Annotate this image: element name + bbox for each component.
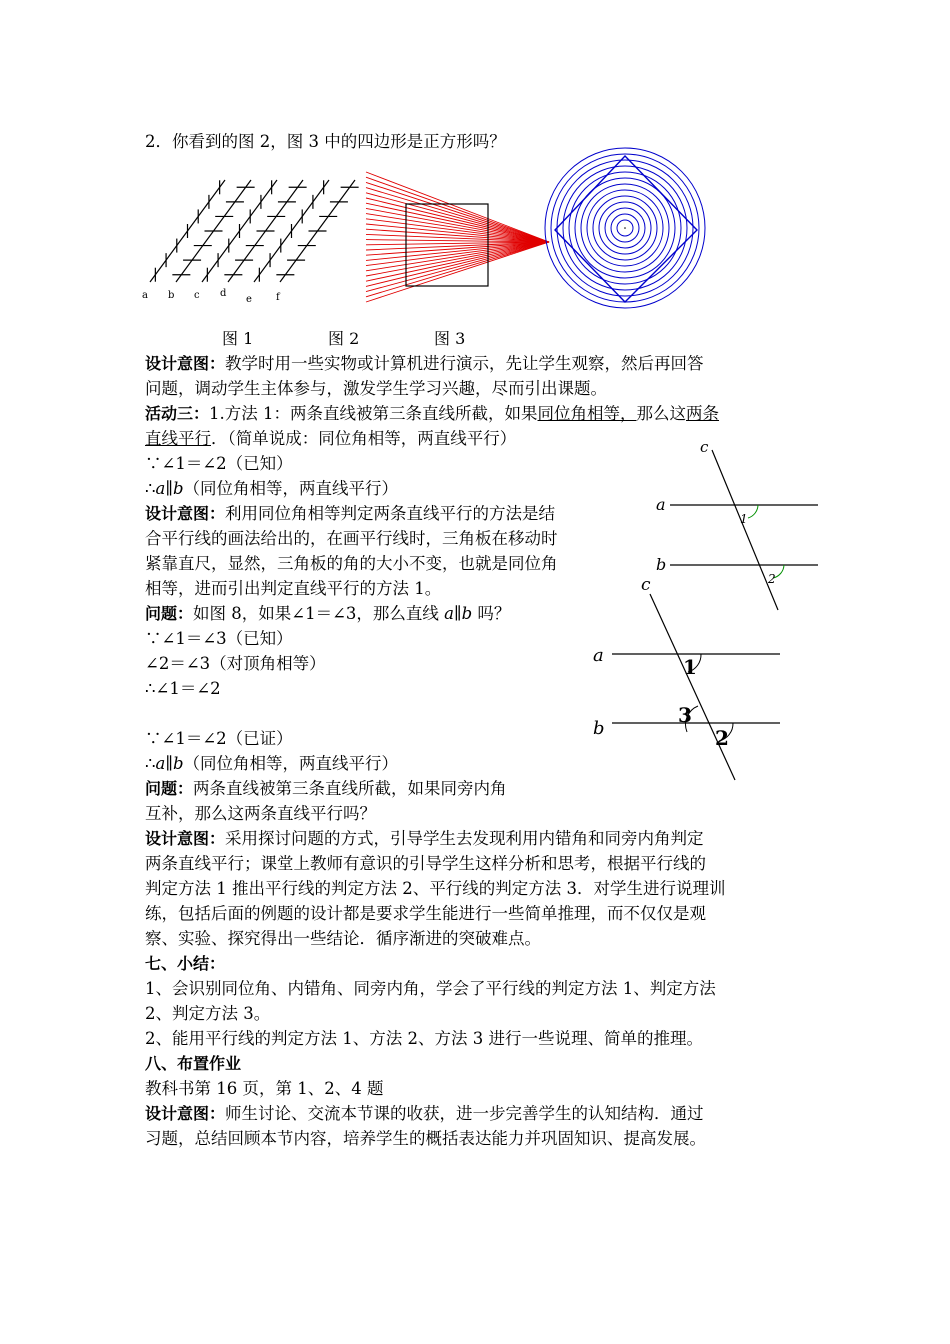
fig2-ray [366, 177, 549, 242]
summary-line2: 2、判定方法 3。 [145, 1004, 271, 1023]
question-label: 问题： [145, 604, 194, 623]
design-intent-3-line2: 两条直线平行；课堂上教师有意识的引导学生这样分析和思考，根据平行线的 [145, 854, 706, 873]
large-label-a: a [593, 645, 604, 666]
design-text: 教学时用一些实物或计算机进行演示，先让学生观察，然后再回答 [225, 354, 704, 373]
fig1-letter-b: b [168, 290, 175, 301]
activity3-underline-1: 同位角相等， [537, 404, 637, 423]
small-label-2: 2 [768, 572, 776, 586]
activity3-text-2: 那么这 [636, 404, 687, 423]
small-label-1: 1 [740, 512, 748, 526]
caption-fig1: 图 1 [222, 329, 254, 348]
design-intent-1-line2: 问题，调动学生主体参与，激发学生学习兴趣，尽而引出课题。 [145, 379, 607, 398]
figure-2-square-rays [366, 170, 551, 305]
fig1-letter-d: d [220, 288, 227, 299]
fig1-letter-f: f [276, 292, 280, 303]
fig1-line-group [150, 180, 359, 282]
proof2-therefore: ∴a∥b（同位角相等，两直线平行） [145, 754, 399, 773]
proof2-line1: ∵∠1＝∠3（已知） [145, 629, 293, 648]
activity3-text: 1.方法 1：两条直线被第三条直线所截，如果 [209, 404, 538, 423]
large-label-1: 1 [683, 655, 697, 679]
proof1-therefore: ∴a∥b（同位角相等，两直线平行） [145, 479, 399, 498]
design-intent-4-line2: 习题，总结回顾本节内容，培养学生的概括表达能力并巩固知识、提高发展。 [145, 1129, 706, 1148]
caption-fig3: 图 3 [434, 329, 466, 348]
activity3-underline-2: 两条 [686, 404, 720, 423]
fig2-ray-group [366, 172, 549, 302]
design-intent-3-line1: 设计意图：采用探讨问题的方式，引导学生去发现利用内错角和同旁内角判定 [145, 829, 704, 848]
activity3-underline-3: 直线平行 [145, 429, 211, 448]
large-label-3: 3 [678, 703, 692, 727]
large-label-c: c [641, 575, 651, 595]
question1: 问题：如图 8，如果∠1＝∠3，那么直线 a∥b 吗？ [145, 604, 511, 623]
proof1-because: ∵∠1＝∠2（已知） [145, 454, 293, 473]
proof2-line3: ∴∠1＝∠2 [145, 679, 221, 698]
proof2-line2: ∠2＝∠3（对顶角相等） [145, 654, 326, 673]
activity3-text-3: ．（简单说成：同位角相等，两直线平行） [211, 429, 517, 448]
small-label-a: a [656, 495, 666, 514]
question2-line2: 互补，那么这两条直线平行吗？ [145, 804, 376, 823]
fig1-letter-e: e [246, 294, 252, 305]
fig2-ray [366, 242, 549, 276]
fig3-center-dot [624, 227, 626, 229]
homework-text: 教科书第 16 页，第 1、2、4 题 [145, 1079, 384, 1098]
summary-line1: 1、会识别同位角、内错角、同旁内角，学会了平行线的判定方法 1、判定方法 [145, 979, 716, 998]
fig2-ray [366, 193, 549, 242]
design-intent-4-line1: 设计意图：师生讨论、交流本节课的收获，进一步完善学生的认知结构．通过 [145, 1104, 704, 1123]
large-label-b: b [593, 718, 605, 739]
large-label-2: 2 [715, 726, 729, 750]
design-intent-3-line4: 练，包括后面的例题的设计都是要求学生能进行一些简单推理，而不仅仅是观 [145, 904, 706, 923]
fig2-ray [366, 242, 549, 297]
intro-question: 2．你看到的图 2，图 3 中的四边形是正方形吗？ [145, 132, 506, 151]
question2-line1: 问题：两条直线被第三条直线所截，如果同旁内角 [145, 779, 507, 798]
caption-fig2: 图 2 [328, 329, 360, 348]
design-intent-1-line1 [145, 354, 704, 374]
design-intent-3-line3: 判定方法 1 推出平行线的判定方法 2、平行线的判定方法 3．对学生进行说理训 [145, 879, 726, 898]
fig2-ray [366, 188, 549, 242]
fig1-letter-a: a [142, 290, 148, 301]
design-label: 设计意图： [145, 354, 226, 373]
activity3-line2 [145, 429, 516, 449]
figure-parallel-large [585, 572, 785, 784]
summary-line3: 2、能用平行线的判定方法 1、方法 2、方法 3 进行一些说理、简单的推理。 [145, 1029, 703, 1048]
design-label: 设计意图： [145, 829, 226, 848]
figure-3-circles [545, 148, 710, 313]
activity3-line1 [145, 404, 719, 424]
design-label: 设计意图： [145, 504, 226, 523]
activity3-label: 活动三： [145, 404, 210, 423]
small-label-c: c [700, 438, 709, 456]
fig2-ray [366, 242, 549, 281]
summary-heading: 七、小结： [145, 954, 226, 973]
design-intent-2-line4: 相等，进而引出判定直线平行的方法 1。 [145, 579, 442, 598]
fig1-letter-c: c [194, 290, 200, 301]
homework-heading: 八、布置作业 [145, 1054, 242, 1073]
design-intent-2-line2: 合平行线的画法给出的，在画平行线时，三角板在移动时 [145, 529, 558, 548]
fig2-ray [366, 208, 549, 242]
figure-1-illusion [140, 170, 370, 305]
proof2-line4: ∵∠1＝∠2（已证） [145, 729, 293, 748]
design-intent-2-line3: 紧靠直尺，显然，三角板的角的大小不变，也就是同位角 [145, 554, 558, 573]
question-label: 问题： [145, 779, 194, 798]
design-intent-2-line1: 设计意图：利用同位角相等判定两条直线平行的方法是结 [145, 504, 556, 523]
design-label: 设计意图： [145, 1104, 226, 1123]
design-intent-3-line5: 察、实验、探究得出一些结论．循序渐进的突破难点。 [145, 929, 541, 948]
small-label-b: b [656, 555, 667, 574]
